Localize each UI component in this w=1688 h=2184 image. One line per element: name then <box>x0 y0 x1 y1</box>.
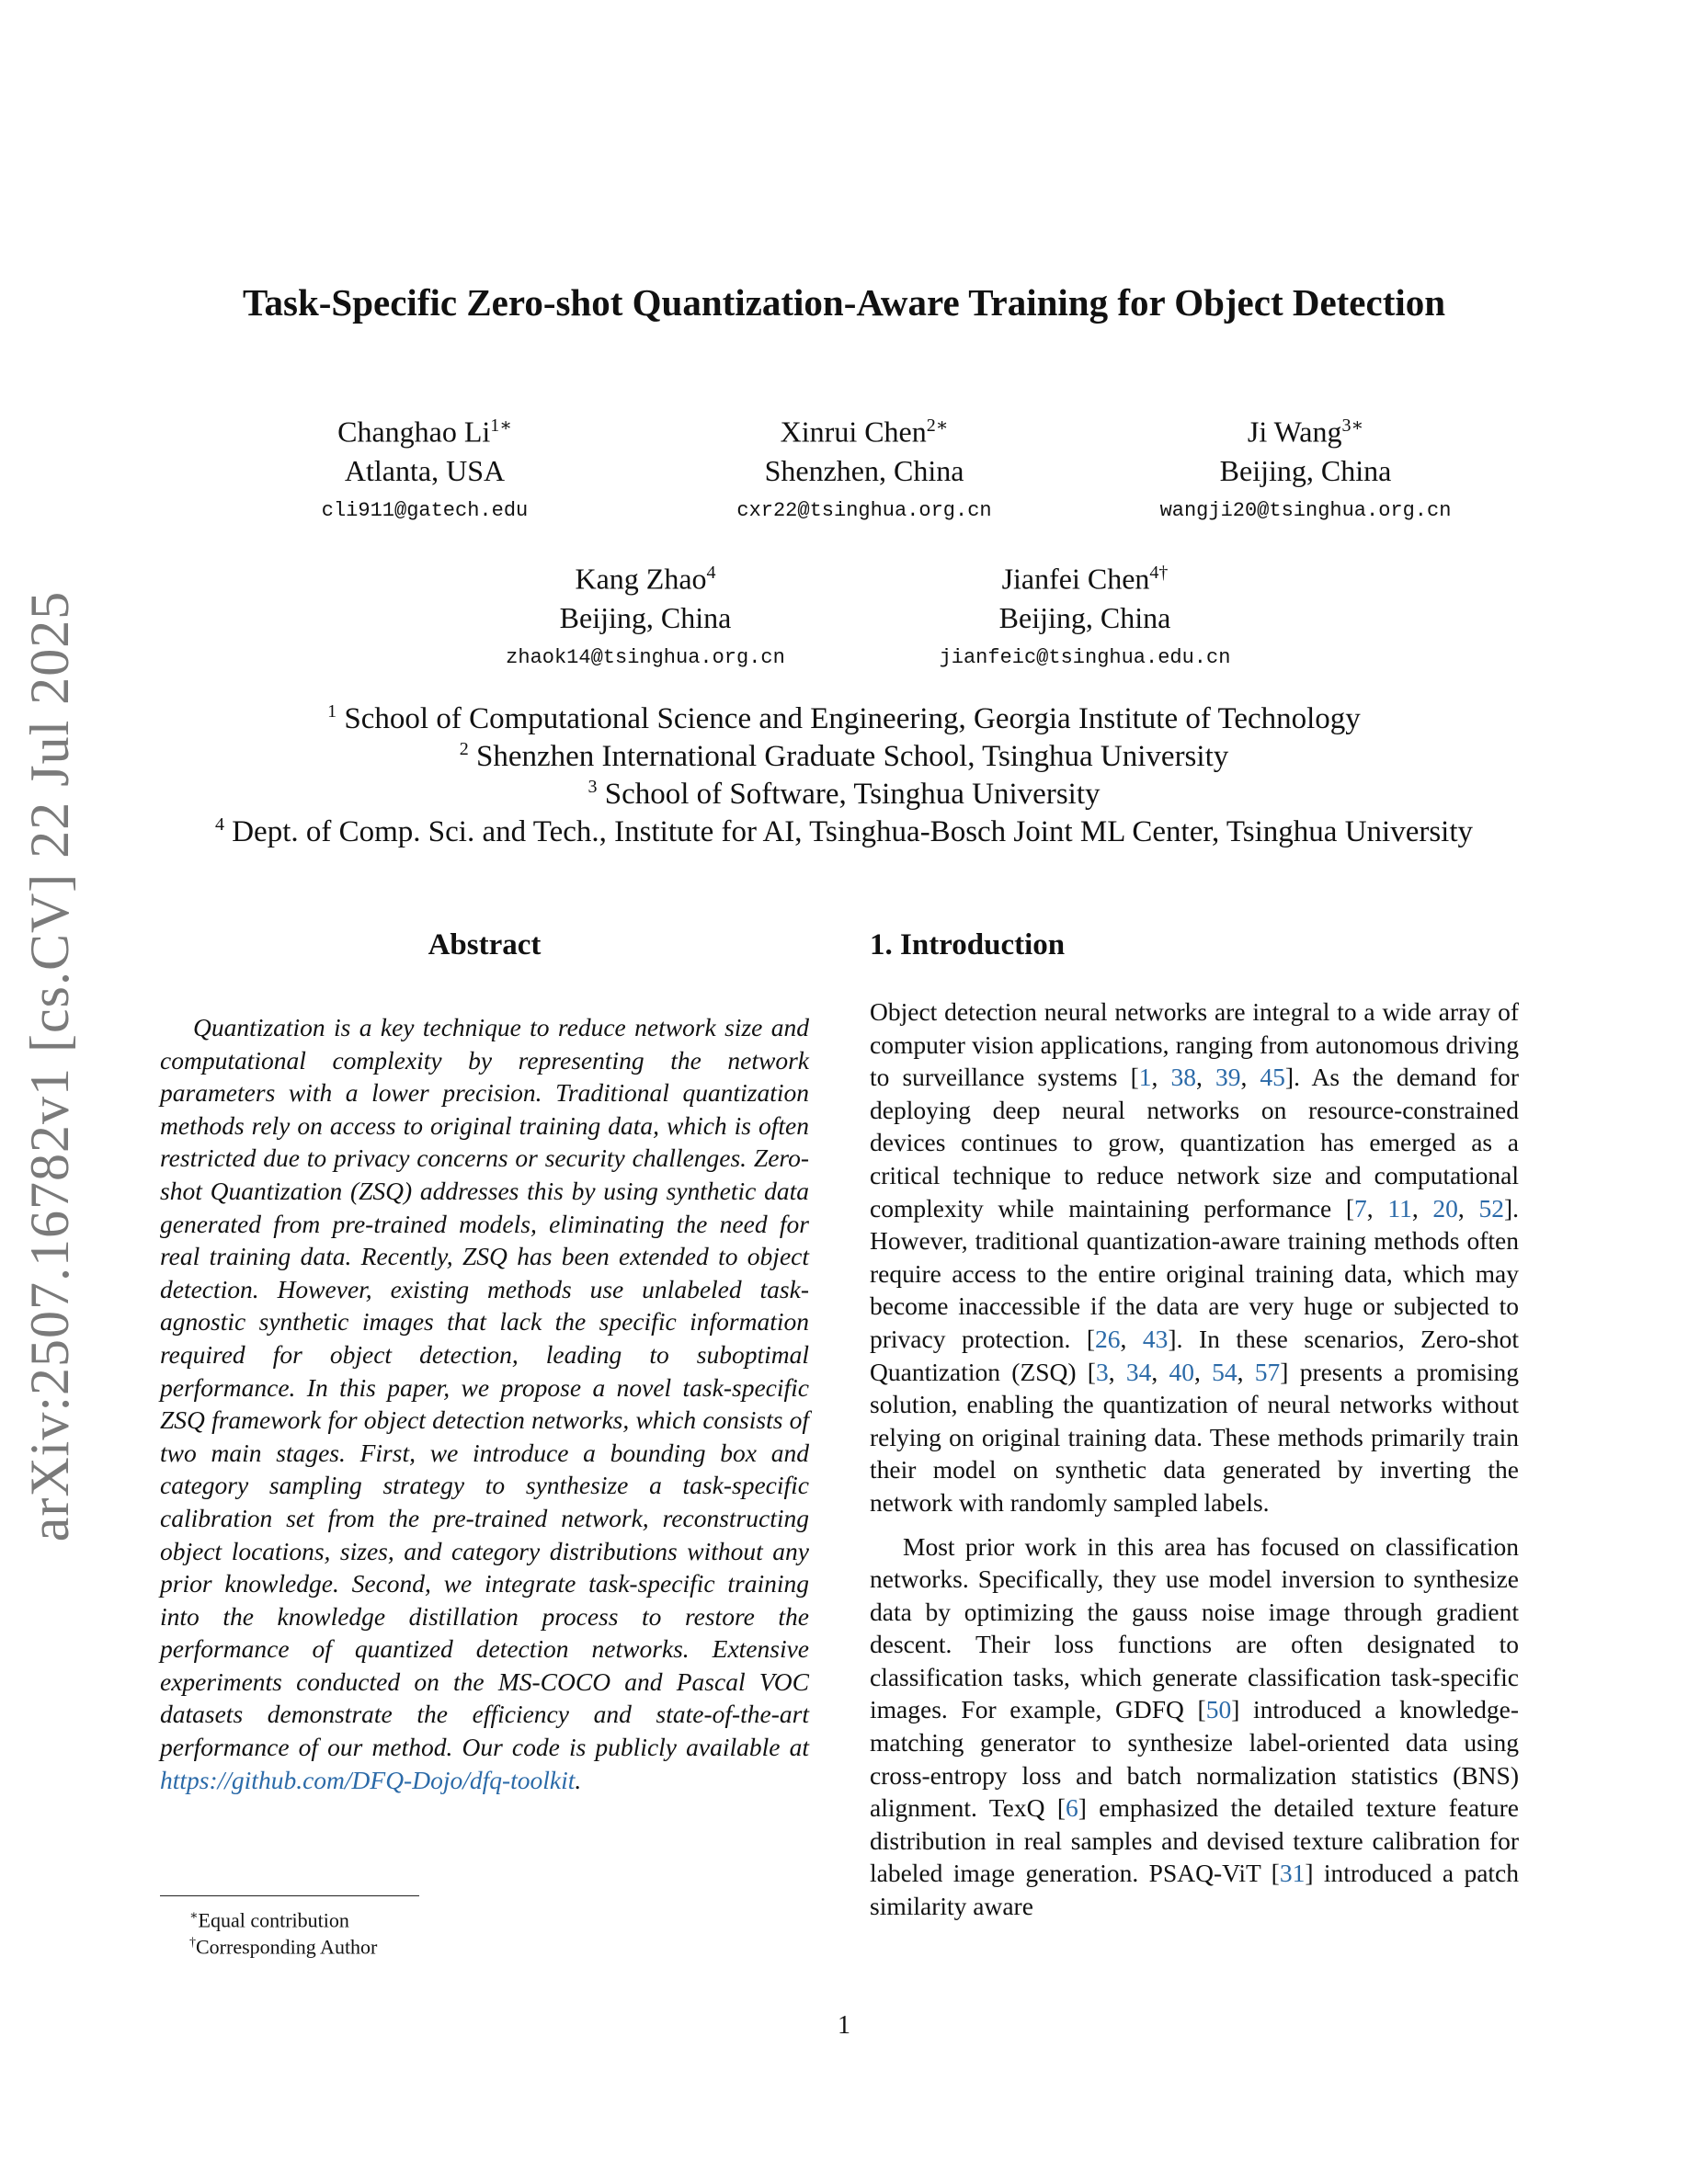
paragraph-text: , <box>1120 1324 1143 1353</box>
paragraph-text: ]. However, traditional quantization-aware training methods often require access to the entire original training data, which may become inaccessible if the data are very huge or subjected to privacy protection. [ <box>870 1193 1519 1353</box>
author-block <box>901 553 1269 669</box>
code-link[interactable]: https://github.com/DFQ-Dojo/dfq-toolkit <box>160 1765 576 1794</box>
author-name: Jianfei Chen <box>1001 562 1150 596</box>
paragraph-text: ] emphasized the detailed texture feature distribution in real samples and devised texture calibration for labeled image generation. PSAQ-ViT [ <box>870 1793 1519 1888</box>
paragraph-text: Most prior work in this area has focused on classification networks. Specifically, they use model inversion to synthesize data by optimizing the gauss noise image through gradient descent. Their loss functions are often designated to classification tasks, which generate classification task-specific images. For example, GDFQ [ <box>870 1531 1519 1724</box>
citation-link[interactable]: 57 <box>1254 1357 1281 1386</box>
affiliation-text: Dept. of Comp. Sci. and Tech., Institute for AI, Tsinghua-Bosch Joint ML Center, Tsinghua University <box>232 815 1474 848</box>
author-name: Kang Zhao <box>575 562 707 596</box>
footnote-divider <box>160 1895 419 1896</box>
author-block <box>462 553 829 669</box>
abstract-heading: Abstract <box>428 928 542 961</box>
citation-link[interactable]: 20 <box>1432 1193 1458 1223</box>
citation-link[interactable]: 34 <box>1125 1357 1152 1386</box>
author-mark: 4 <box>706 563 716 583</box>
citation-link[interactable]: 1 <box>1138 1063 1152 1092</box>
paragraph-text: , <box>1237 1357 1255 1386</box>
citation-link[interactable]: 40 <box>1169 1357 1194 1386</box>
author-email[interactable]: jianfeic@tsinghua.edu.cn <box>939 645 1231 669</box>
author-email[interactable]: wangji20@tsinghua.org.cn <box>1159 498 1452 522</box>
citation-link[interactable]: 38 <box>1170 1063 1196 1092</box>
affiliation-number: 3 <box>587 777 598 797</box>
paragraph-text: , <box>1240 1063 1260 1092</box>
affiliation-line <box>0 700 1688 738</box>
footnote-text: Corresponding Author <box>196 1935 378 1959</box>
paragraph-text: , <box>1151 1357 1169 1386</box>
paragraph-text: , <box>1457 1193 1479 1223</box>
intro-paragraph-1 <box>870 995 1519 1519</box>
citation-link[interactable]: 31 <box>1279 1859 1306 1888</box>
author-place: Beijing, China <box>559 600 732 634</box>
citation-link[interactable]: 52 <box>1478 1193 1504 1223</box>
arxiv-identifier: arXiv:2507.16782v1 [cs.CV] 22 Jul 2025 <box>19 590 80 1542</box>
paragraph-text: ] introduced a knowledge-matching generator to synthesize label-oriented data using cross-entropy loss and batch normalization statistics (BNS) alignment. TexQ [ <box>870 1695 1519 1823</box>
page-number: 1 <box>838 2011 850 2040</box>
author-email[interactable]: cli911@gatech.edu <box>321 498 529 522</box>
abstract-end: . <box>575 1765 582 1794</box>
affiliation-line <box>0 776 1688 813</box>
footnote-mark: † <box>189 1936 196 1950</box>
citation-link[interactable]: 6 <box>1066 1793 1078 1823</box>
citation-link[interactable]: 7 <box>1354 1193 1367 1223</box>
intro-paragraph-2 <box>870 1530 1519 1923</box>
citation-link[interactable]: 50 <box>1205 1695 1232 1724</box>
author-mark: 3∗ <box>1341 415 1364 436</box>
paragraph-text: , <box>1366 1193 1388 1223</box>
author-email[interactable]: zhaok14@tsinghua.org.cn <box>506 645 785 669</box>
affiliation-text: School of Computational Science and Engineering, Georgia Institute of Technology <box>344 702 1361 735</box>
author-block <box>680 406 1048 522</box>
citation-link[interactable]: 39 <box>1215 1063 1241 1092</box>
author-name: Changhao Li <box>337 415 491 449</box>
footnote-text: Equal contribution <box>198 1908 349 1932</box>
author-email[interactable]: cxr22@tsinghua.org.cn <box>736 498 992 522</box>
affiliations <box>0 700 1688 851</box>
citation-link[interactable]: 11 <box>1387 1193 1412 1223</box>
paragraph-text: ] presents a promising solution, enabling the quantization of neural networks without relying on original training data. These methods primarily train their model on synthetic data generated by inverting the network with randomly sampled labels. <box>870 1357 1520 1517</box>
affiliation-number: 2 <box>459 739 469 759</box>
footnote <box>189 1929 377 1960</box>
author-name: Ji Wang <box>1247 415 1342 449</box>
author-place: Beijing, China <box>1219 453 1392 487</box>
paragraph-text: , <box>1195 1063 1215 1092</box>
author-name: Xinrui Chen <box>780 415 927 449</box>
author-mark: 1∗ <box>490 415 512 436</box>
affiliation-number: 1 <box>327 701 337 722</box>
abstract-text: Quantization is a key technique to reduce network size and computational complexity by representing the network parameters with a lower precision. Traditional quantization methods rely on access to original training data, which is often restricted due to privacy concerns or security challenges. Zero-shot Quantization (ZSQ) addresses this by using synthetic data generated from pre-trained models, eliminating the need for real training data. Recently, ZSQ has been extended to object detection. However, existing methods use unlabeled task-agnostic synthetic images that lack the specific information required for object detection, leading to suboptimal performance. In this paper, we propose a novel task-specific ZSQ framework for object detection networks, which consists of two main stages. First, we introduce a bounding box and category sampling strategy to synthesize a task-specific calibration set from the pre-trained network, reconstructing object locations, sizes, and category distributions without any prior knowledge. Second, we integrate task-specific training into the knowledge distillation process to restore the performance of quantized detection networks. Extensive experiments conducted on the MS-COCO and Pascal VOC datasets demonstrate the efficiency and state-of-the-art performance of our method. Our code is publicly available at <box>160 1013 809 1762</box>
paragraph-text: , <box>1411 1193 1433 1223</box>
paragraph-text: , <box>1108 1357 1126 1386</box>
affiliation-line <box>0 813 1688 851</box>
affiliation-line <box>0 738 1688 776</box>
abstract-body <box>160 1011 809 1796</box>
abstract-section <box>160 1011 809 1796</box>
author-mark: 4† <box>1149 563 1169 583</box>
author-block <box>1112 406 1499 522</box>
citation-link[interactable]: 43 <box>1142 1324 1169 1353</box>
introduction-section <box>870 995 1519 1923</box>
affiliation-number: 4 <box>214 814 224 835</box>
paper-title: Task-Specific Zero-shot Quantization-Aware Training for Object Detection <box>242 281 1446 324</box>
paragraph-text: ]. As the demand for deploying deep neural networks on resource-constrained devices continues to grow, quantization has emerged as a critical technique to reduce network size and computational complexity while maintaining performance [ <box>870 1063 1520 1223</box>
author-place: Beijing, China <box>998 600 1171 634</box>
paragraph-text: , <box>1194 1357 1213 1386</box>
citation-link[interactable]: 3 <box>1095 1357 1109 1386</box>
author-mark: 2∗ <box>926 415 949 436</box>
paragraph-text: , <box>1151 1063 1171 1092</box>
paragraph-text: ] introduced a patch similarity aware <box>870 1859 1520 1921</box>
paragraph-text: Object detection neural networks are integral to a wide array of computer vision applications, ranging from autonomous driving to surveillance systems [ <box>870 997 1519 1092</box>
author-block <box>241 406 609 522</box>
affiliation-text: Shenzhen International Graduate School, Tsinghua University <box>476 740 1229 773</box>
author-place: Atlanta, USA <box>344 453 506 487</box>
footnote-mark: ∗ <box>189 1909 199 1923</box>
affiliation-text: School of Software, Tsinghua University <box>604 778 1101 811</box>
citation-link[interactable]: 54 <box>1212 1357 1237 1386</box>
author-place: Shenzhen, China <box>764 453 964 487</box>
citation-link[interactable]: 26 <box>1095 1324 1121 1353</box>
section-heading-introduction: 1. Introduction <box>870 928 1066 961</box>
citation-link[interactable]: 45 <box>1260 1063 1285 1092</box>
paragraph-text: ]. In these scenarios, Zero-shot Quantization (ZSQ) [ <box>870 1324 1520 1386</box>
